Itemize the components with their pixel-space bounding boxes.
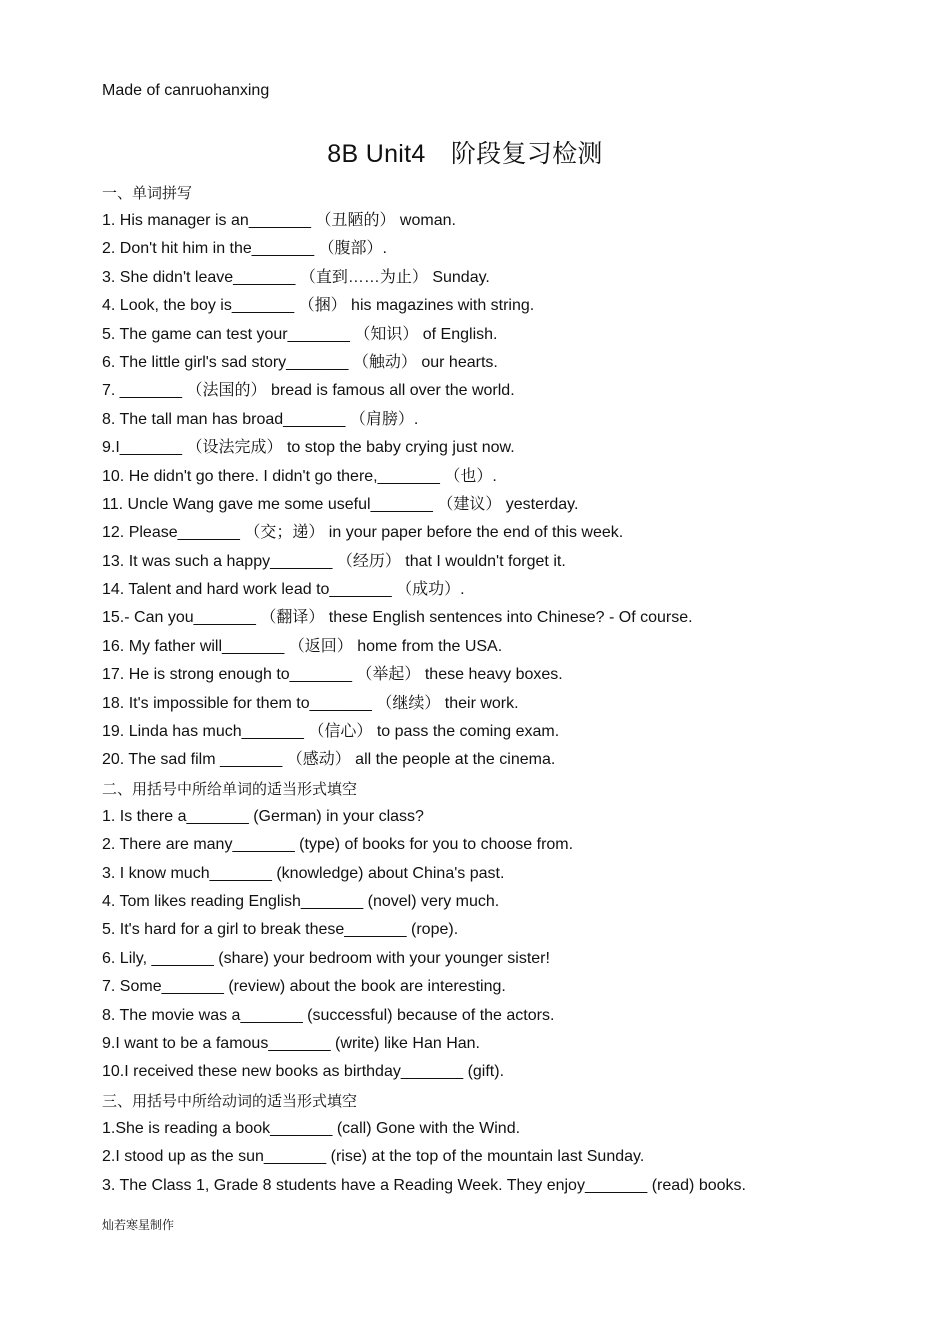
- exercise-item: 6. The little girl's sad story_______ （触动） our hearts.: [102, 353, 498, 371]
- page-title: 8B Unit4 阶段复习检测: [327, 140, 603, 168]
- exercise-item: 6. Lily, _______ (share) your bedroom with your younger sister!: [102, 949, 550, 967]
- exercise-item: 3. She didn't leave_______ （直到……为止） Sunday.: [102, 268, 490, 286]
- section-word-spelling: [102, 179, 902, 775]
- exercise-item: 7. _______ （法国的） bread is famous all over the world.: [102, 382, 515, 400]
- exercise-item: 14. Talent and hard work lead to_______ （成功）.: [102, 581, 465, 599]
- exercise-item: 12. Please_______ （交；递） in your paper before the end of this week.: [102, 524, 624, 542]
- exercise-item: 17. He is strong enough to_______ （举起） these heavy boxes.: [102, 666, 563, 684]
- exercise-item: 2. There are many_______ (type) of books for you to choose from.: [102, 836, 574, 854]
- exercise-item: 3. I know much_______ (knowledge) about China's past.: [102, 864, 505, 882]
- exercise-item: 8. The tall man has broad_______ （肩膀）.: [102, 410, 419, 428]
- exercise-item: 4. Look, the boy is_______ （捆） his magazines with string.: [102, 297, 535, 315]
- exercise-item: 13. It was such a happy_______ （经历） that I wouldn't forget it.: [102, 552, 566, 570]
- exercise-item: 2. Don't hit him in the_______ （腹部）.: [102, 240, 387, 258]
- exercise-item: 4. Tom likes reading English_______ (novel) very much.: [102, 892, 500, 910]
- section-verb-forms: [102, 1087, 902, 1200]
- exercise-item: 10.I received these new books as birthday_______ (gift).: [102, 1063, 505, 1081]
- section-heading: 二、用括号中所给单词的适当形式填空: [102, 779, 358, 798]
- exercise-item: 2.I stood up as the sun_______ (rise) at the top of the mountain last Sunday.: [102, 1148, 645, 1166]
- exercise-item: 1. His manager is an_______ （丑陋的） woman.: [102, 212, 456, 229]
- exercise-item: 10. He didn't go there. I didn't go there,_______ （也）.: [102, 467, 497, 485]
- exercise-item: 11. Uncle Wang gave me some useful_______ （建议） yesterday.: [102, 495, 579, 513]
- exercise-item: 3. The Class 1, Grade 8 students have a Reading Week. They enjoy_______ (read) books.: [102, 1176, 746, 1194]
- exercise-item: 5. It's hard for a girl to break these_______ (rope).: [102, 921, 459, 939]
- exercise-item: 9.I want to be a famous_______ (write) like Han Han.: [102, 1034, 480, 1052]
- exercise-item: 16. My father will_______ （返回） home from the USA.: [102, 637, 503, 655]
- exercise-item: 20. The sad film _______ （感动） all the people at the cinema.: [102, 751, 556, 769]
- section-heading: 一、单词拼写: [102, 184, 193, 202]
- section-heading: 三、用括号中所给动词的适当形式填空: [102, 1091, 358, 1110]
- exercise-item: 8. The movie was a_______ (successful) because of the actors.: [102, 1006, 555, 1024]
- footer-note: 灿若寒星制作: [102, 1218, 175, 1232]
- exercise-item: 18. It's impossible for them to_______ （继续） their work.: [102, 694, 519, 712]
- exercise-item: 15.- Can you_______ （翻译） these English sentences into Chinese? - Of course.: [102, 609, 693, 627]
- exercise-content: [102, 179, 902, 1200]
- exercise-item: 1. Is there a_______ (German) in your class?: [102, 807, 424, 825]
- header-note: Made of canruohanxing: [102, 82, 270, 99]
- exercise-item: 7. Some_______ (review) about the book are interesting.: [102, 978, 506, 996]
- exercise-item: 19. Linda has much_______ （信心） to pass the coming exam.: [102, 723, 560, 741]
- exercise-item: 9.I_______ （设法完成） to stop the baby crying just now.: [102, 439, 515, 457]
- exercise-item: 1.She is reading a book_______ (call) Gone with the Wind.: [102, 1119, 521, 1137]
- exercise-item: 5. The game can test your_______ （知识） of English.: [102, 325, 498, 343]
- section-word-forms: [102, 775, 902, 1087]
